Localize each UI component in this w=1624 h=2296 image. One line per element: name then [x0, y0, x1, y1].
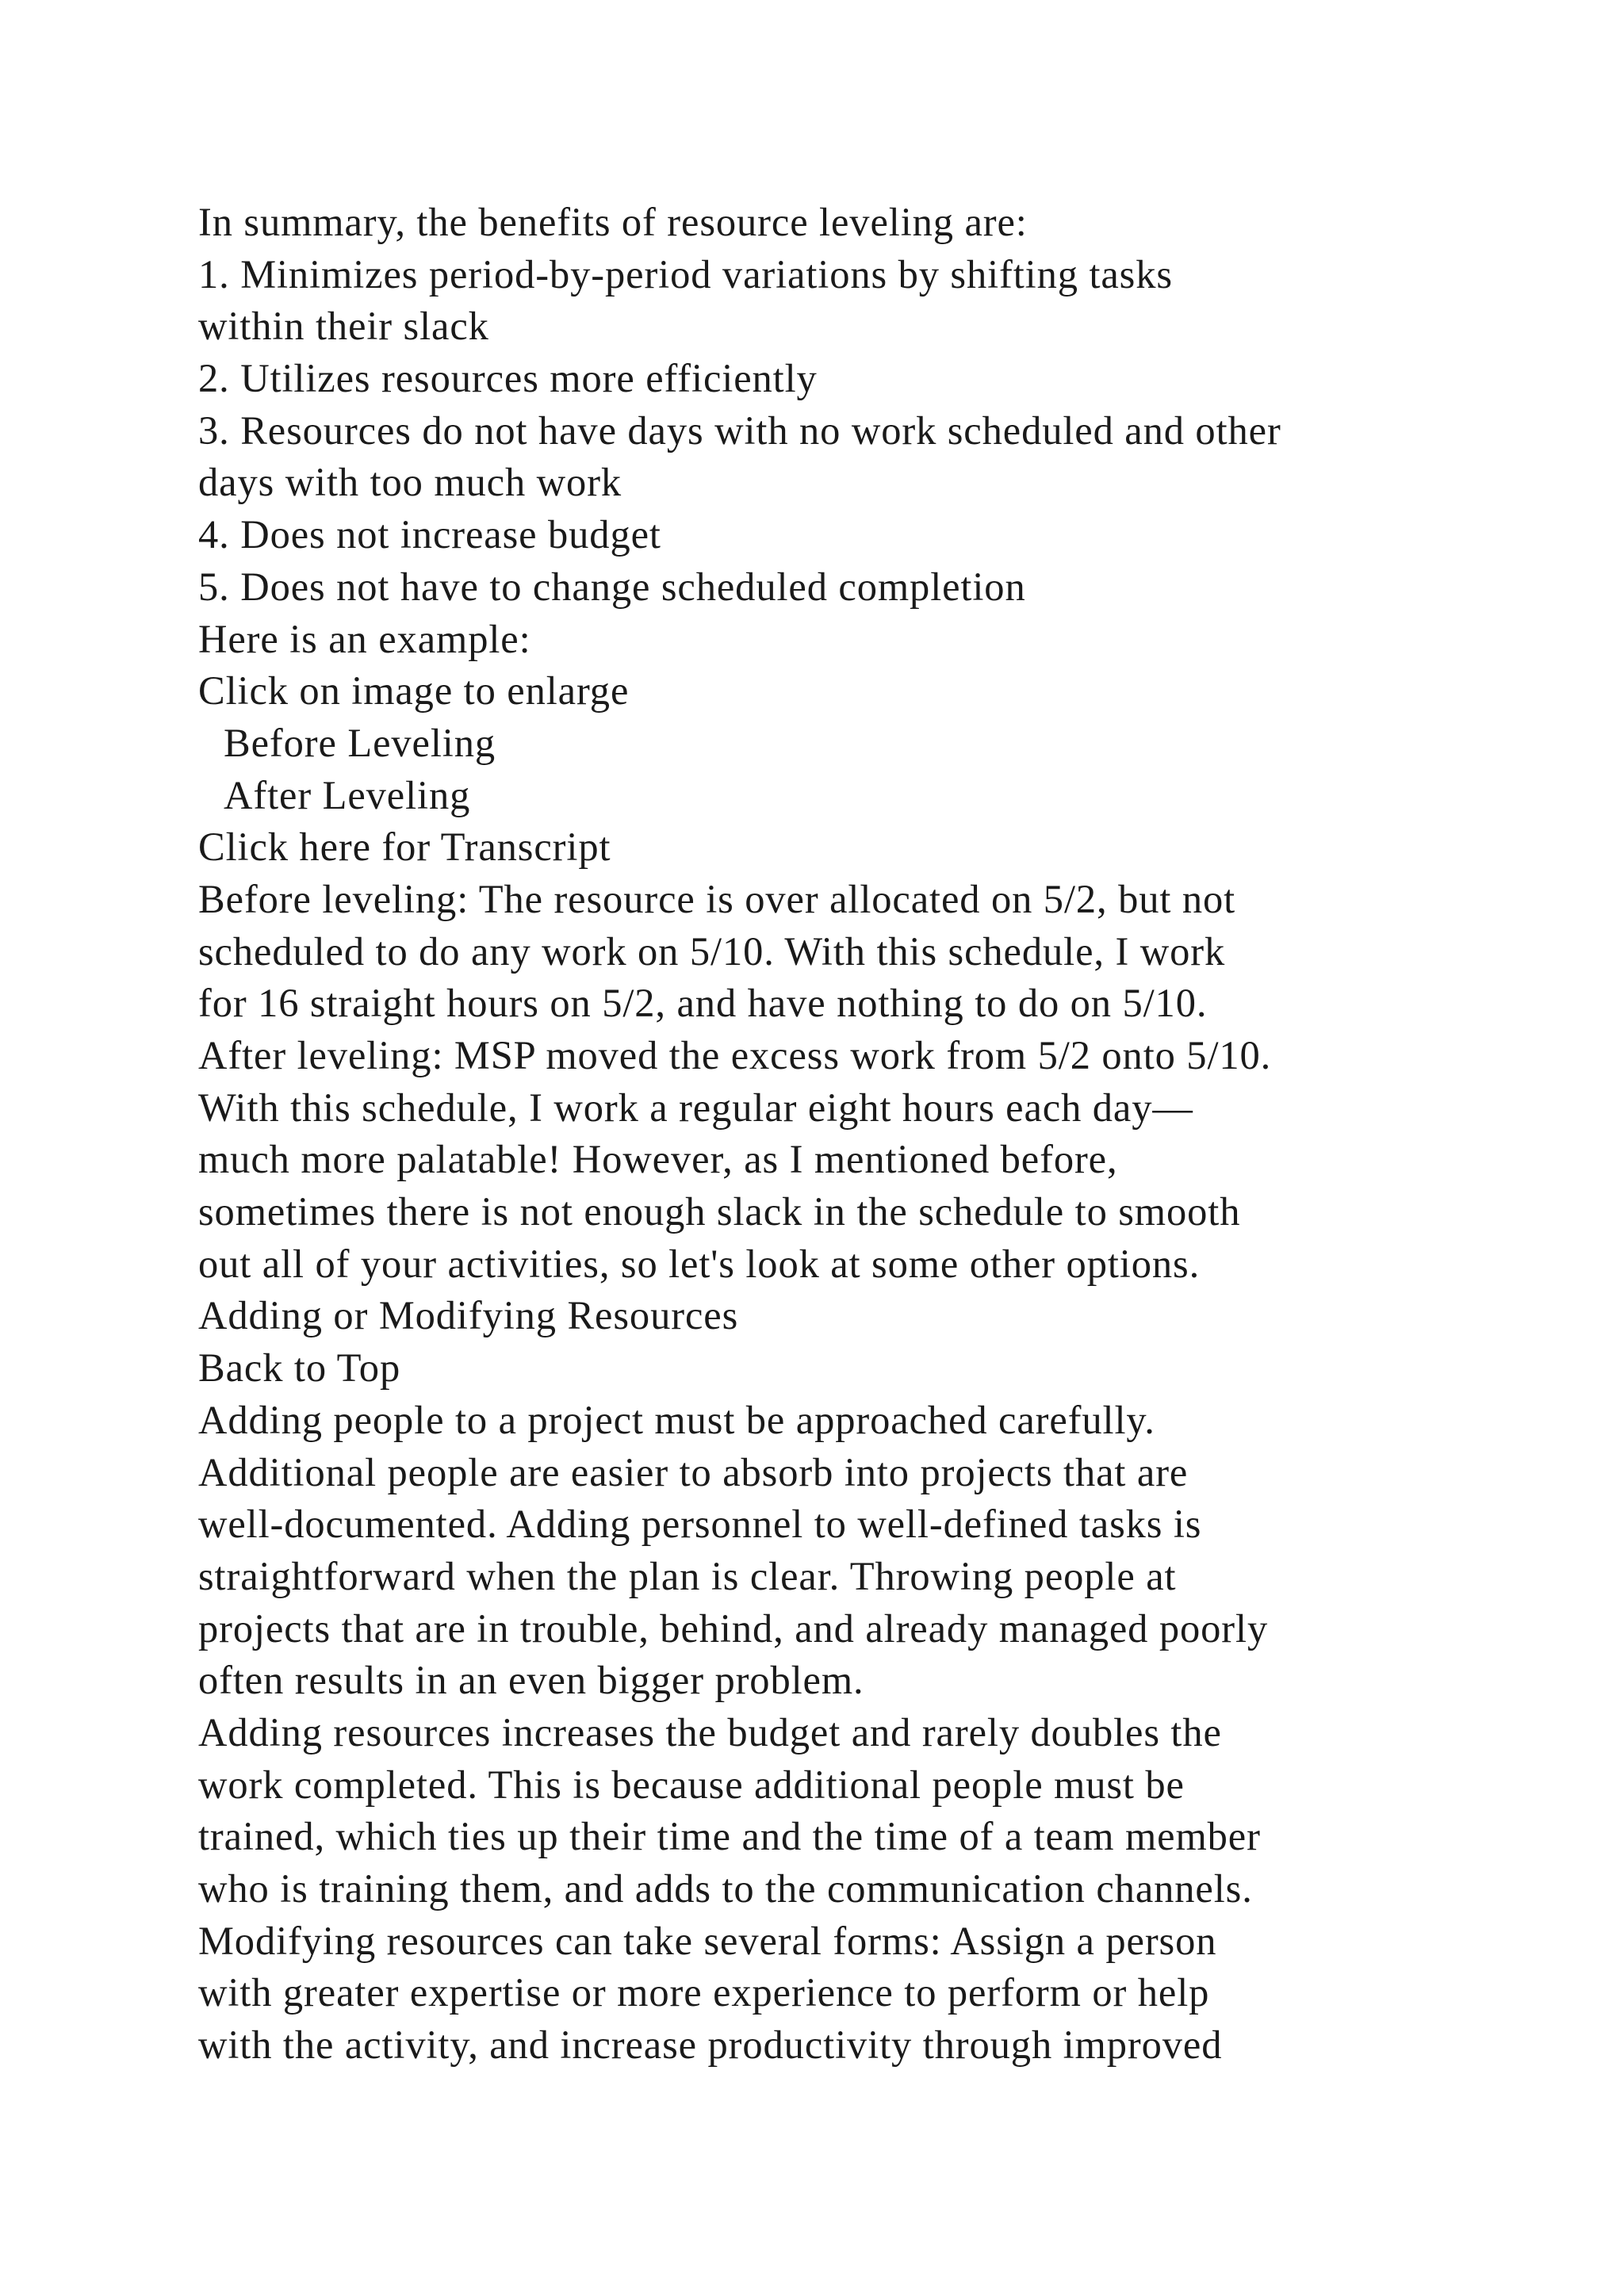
document-page [198, 197, 1546, 2072]
modifying-resources-paragraph-line-2: with greater expertise or more experience to perform or help [198, 1970, 1210, 2015]
benefit-3-line-1: 3. Resources do not have days with no work scheduled and other [198, 408, 1281, 453]
adding-people-paragraph-line-1: Adding people to a project must be approached carefully. [198, 1397, 1155, 1442]
benefit-2: 2. Utilizes resources more efficiently [198, 356, 818, 401]
modifying-resources-paragraph-line-3: with the activity, and increase productivity through improved [198, 2022, 1223, 2068]
benefit-4: 4. Does not increase budget [198, 512, 661, 557]
modifying-resources-paragraph-line-1: Modifying resources can take several forms: Assign a person [198, 1918, 1217, 1963]
summary-intro: In summary, the benefits of resource leveling are: [198, 200, 1028, 244]
before-leveling-text-line-3: for 16 straight hours on 5/2, and have nothing to do on 5/10. [198, 981, 1208, 1026]
after-leveling-text-line-1: After leveling: MSP moved the excess work from 5/2 onto 5/10. [198, 1033, 1272, 1077]
adding-people-paragraph-line-5: projects that are in trouble, behind, and already managed poorly [198, 1605, 1269, 1651]
before-leveling-text-line-1: Before leveling: The resource is over allocated on 5/2, but not [198, 876, 1236, 921]
after-leveling-text-line-2: With this schedule, I work a regular eight hours each day— [198, 1085, 1193, 1130]
after-leveling-text-line-4: sometimes there is not enough slack in the schedule to smooth [198, 1189, 1241, 1234]
benefit-1-line-2: within their slack [198, 304, 489, 349]
transcript-link[interactable]: Click here for Transcript [198, 825, 611, 870]
benefit-5: 5. Does not have to change scheduled completion [198, 564, 1026, 609]
adding-people-paragraph-line-6: often results in an even bigger problem. [198, 1658, 864, 1703]
example-intro: Here is an example: [198, 616, 531, 661]
back-to-top-link[interactable]: Back to Top [198, 1345, 401, 1391]
adding-resources-paragraph-line-3: trained, which ties up their time and the time of a team member [198, 1814, 1261, 1859]
before-leveling-text-line-2: scheduled to do any work on 5/10. With this schedule, I work [198, 928, 1226, 974]
adding-resources-paragraph-line-4: who is training them, and adds to the communication channels. [198, 1866, 1253, 1911]
adding-people-paragraph-line-4: straightforward when the plan is clear. Throwing people at [198, 1553, 1177, 1598]
after-leveling-text-line-5: out all of your activities, so let's look at some other options. [198, 1241, 1201, 1286]
enlarge-image-link[interactable]: Click on image to enlarge [198, 668, 630, 714]
after-leveling-text-line-3: much more palatable! However, as I mentioned before, [198, 1137, 1118, 1182]
benefit-3-line-2: days with too much work [198, 460, 622, 505]
after-leveling-image-caption[interactable]: After Leveling [224, 772, 471, 817]
adding-people-paragraph-line-2: Additional people are easier to absorb into projects that are [198, 1449, 1189, 1494]
benefit-1-line-1: 1. Minimizes period-by-period variations by shifting tasks [198, 251, 1173, 297]
adding-people-paragraph-line-3: well-documented. Adding personnel to well-defined tasks is [198, 1502, 1202, 1547]
before-leveling-image-caption[interactable]: Before Leveling [224, 720, 496, 765]
section-heading-adding-modifying-resources: Adding or Modifying Resources [198, 1293, 739, 1338]
adding-resources-paragraph-line-2: work completed. This is because additional people must be [198, 1762, 1185, 1807]
adding-resources-paragraph-line-1: Adding resources increases the budget and rarely doubles the [198, 1709, 1222, 1755]
